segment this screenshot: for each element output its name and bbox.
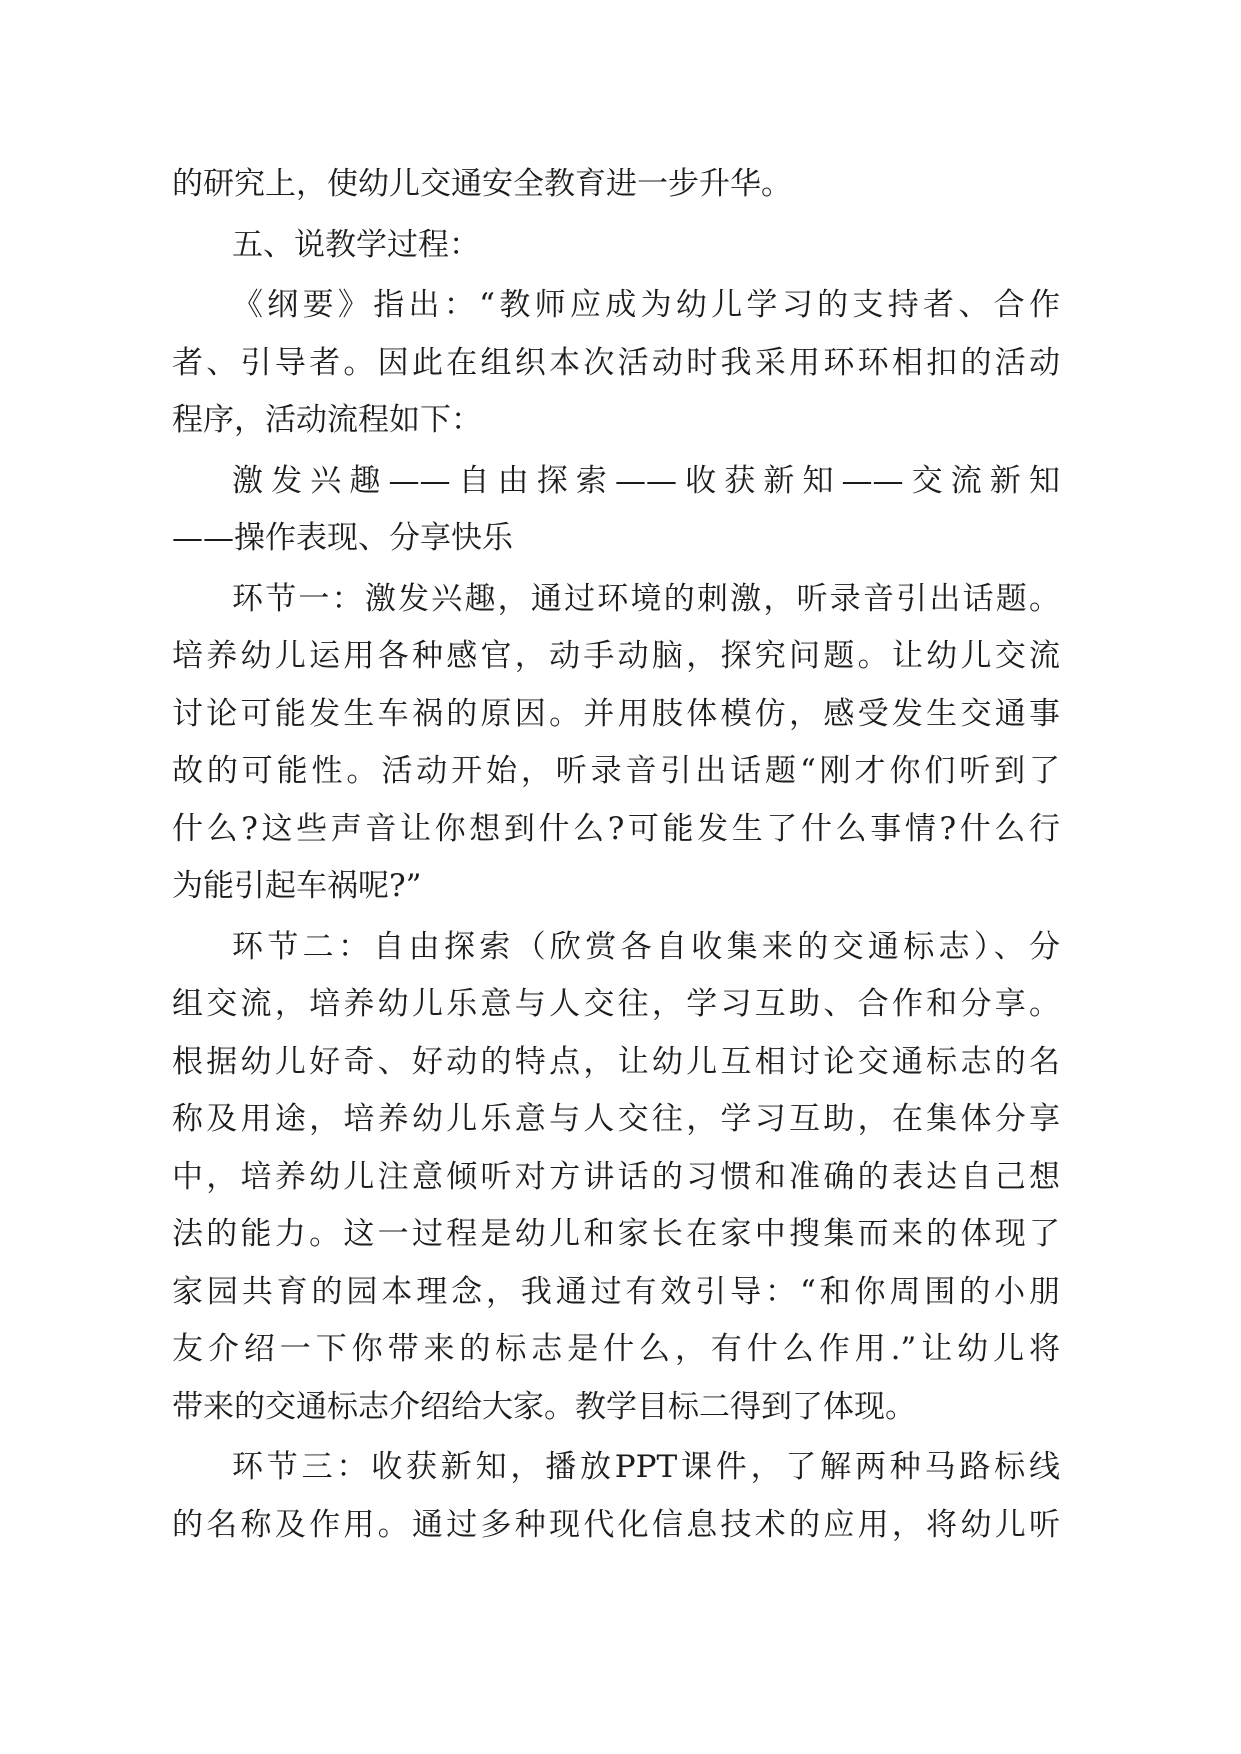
text-line: 环节二：自由探索（欣赏各自收集来的交通标志）、分 (232, 928, 1060, 965)
text-line: 组交流，培养幼儿乐意与人交往，学习互助、合作和分享。 (172, 986, 1060, 1022)
text-line: 环节一：激发兴趣，通过环境的刺激，听录音引出话题。 (232, 580, 1060, 617)
text-line: 程序，活动流程如下： (172, 402, 482, 438)
text-line: 故的可能性。活动开始，听录音引出话题“刚才你们听到了 (172, 753, 1060, 789)
text-line: 激发兴趣——自由探索——收获新知——交流新知 (232, 462, 1060, 499)
text-line: 讨论可能发生车祸的原因。并用肢体模仿，感受发生交通事 (172, 695, 1060, 732)
text-line: 根据幼儿好奇、好动的特点，让幼儿互相讨论交通标志的名 (172, 1043, 1060, 1080)
text-line: 培养幼儿运用各种感官，动手动脑，探究问题。让幼儿交流 (172, 638, 1060, 674)
text-line: 的名称及作用。通过多种现代化信息技术的应用，将幼儿听 (172, 1506, 1060, 1543)
paragraph-activity-flow (172, 453, 1060, 568)
text-line: 什么?这些声音让你想到什么?可能发生了什么事情?什么行 (172, 810, 1060, 847)
text-line: 环节三：收获新知，播放PPT课件，了解两种马路标线 (232, 1449, 1060, 1485)
paragraph-step-two (172, 919, 1060, 1437)
text-line: 的研究上，使幼儿交通安全教育进一步升华。 (172, 166, 792, 202)
text-line: 友介绍一下你带来的标志是什么，有什么作用.”让幼儿将 (172, 1331, 1060, 1367)
paragraph-continuation (172, 156, 1060, 214)
paragraph-step-three (172, 1439, 1060, 1554)
text-line: 《纲要》指出：“教师应成为幼儿学习的支持者、合作 (232, 287, 1060, 323)
paragraph-outline-quote (172, 277, 1060, 450)
document-body (172, 156, 1060, 1557)
section-heading: 五、说教学过程： (232, 226, 480, 263)
text-line: ——操作表现、分享快乐 (172, 520, 513, 556)
paragraph-step-one (172, 571, 1060, 916)
text-line: 带来的交通标志介绍给大家。教学目标二得到了体现。 (172, 1388, 916, 1425)
text-line: 为能引起车祸呢?” (172, 868, 422, 904)
text-line: 称及用途，培养幼儿乐意与人交往，学习互助，在集体分享 (172, 1101, 1060, 1137)
text-line: 家园共育的园本理念，我通过有效引导：“和你周围的小朋 (172, 1273, 1060, 1310)
section-heading-teaching-process (172, 217, 1060, 275)
text-line: 法的能力。这一过程是幼儿和家长在家中搜集而来的体现了 (172, 1216, 1060, 1252)
text-line: 者、引导者。因此在组织本次活动时我采用环环相扣的活动 (172, 344, 1060, 381)
text-line: 中，培养幼儿注意倾听对方讲话的习惯和准确的表达自己想 (172, 1158, 1060, 1195)
